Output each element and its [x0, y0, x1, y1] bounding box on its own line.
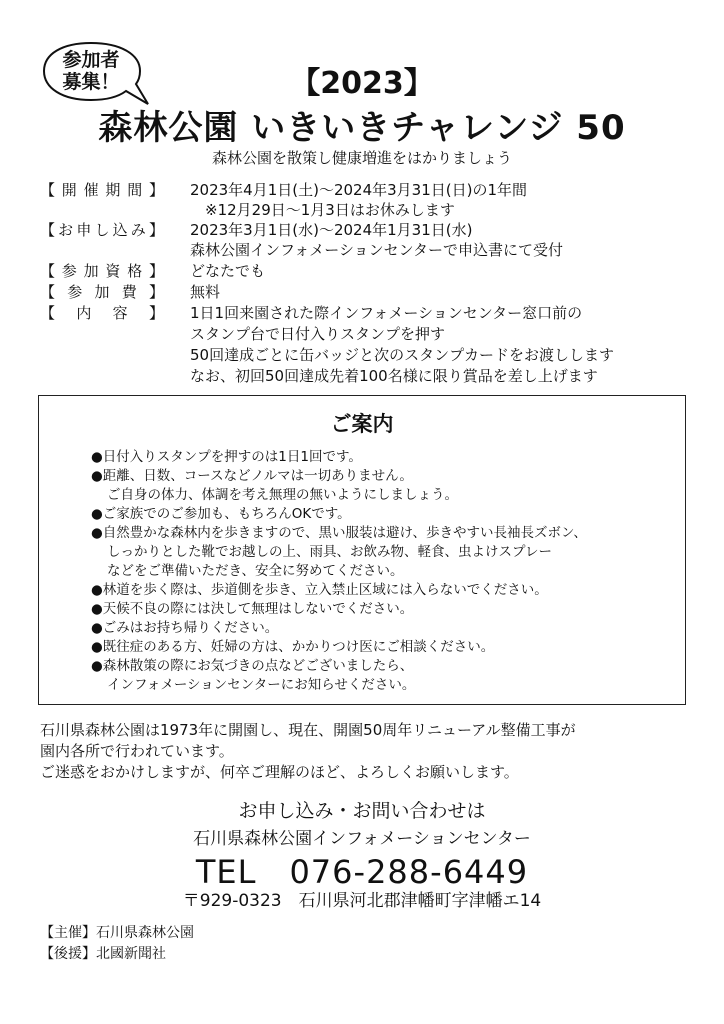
info-value: 1日1回来園された際インフォメーションセンター窓口前の: [190, 304, 583, 322]
badge-line-1: 参加者: [62, 49, 120, 71]
info-value: 無料: [190, 283, 221, 301]
notice-item: ●林道を歩く際は、歩道側を歩き、立入禁止区域には入らないでください。: [91, 582, 548, 598]
renewal-paragraph-line: ご迷惑をおかけしますが、何卒ご理解のほど、よろしくお願いします。: [40, 763, 519, 781]
info-value: なお、初回50回達成先着100名様に限り賞品を差し上げます: [190, 367, 598, 385]
organizer-credit: 【主催】石川県森林公園: [40, 925, 194, 941]
notice-box: [38, 395, 686, 705]
contact-address: 〒929-0323 石川県河北郡津幡町字津幡エ14: [182, 891, 542, 911]
info-label-fee: 【 参 加 費 】: [40, 283, 164, 301]
contact-heading: お申し込み・お問い合わせは: [238, 800, 486, 822]
notice-item: ●日付入りスタンプを押すのは1日1回です。: [91, 449, 362, 465]
notice-item: ●森林散策の際にお気づきの点などございましたら、: [91, 658, 414, 674]
info-value: 森林公園インフォメーションセンターで申込書にて受付: [190, 241, 564, 259]
info-value: ※12月29日～1月3日はお休みします: [190, 201, 455, 219]
renewal-paragraph-line: 石川県森林公園は1973年に開園し、現在、開園50周年リニューアル整備工事が: [40, 721, 576, 739]
subtitle: 森林公園を散策し健康増進をはかりましょう: [211, 149, 512, 167]
info-value: 2023年4月1日(土)～2024年3月31日(日)の1年間: [190, 181, 528, 199]
info-value: スタンプ台で日付入りスタンプを押す: [190, 325, 446, 343]
sponsor-credit: 【後援】北國新聞社: [40, 946, 166, 962]
contact-center-name: 石川県森林公園インフォメーションセンター: [193, 829, 531, 849]
renewal-paragraph-line: 園内各所で行われています。: [40, 742, 234, 760]
notice-item: ●天候不良の際には決して無理はしないでください。: [91, 601, 414, 617]
contact-phone: TEL 076-288-6449: [195, 853, 529, 891]
notice-item: ●既往症のある方、妊婦の方は、かかりつけ医にご相談ください。: [91, 639, 495, 655]
notice-item: ●自然豊かな森林内を歩きますので、黒い服装は避け、歩きやすい長袖長ズボン、: [91, 525, 587, 541]
info-label-period: 【 開 催 期 間 】: [40, 181, 164, 199]
info-value: 50回達成ごとに缶バッジと次のスタンプカードをお渡しします: [190, 346, 614, 364]
info-label-application: 【 お 申 し 込 み 】: [40, 221, 164, 239]
notice-item: ●ごみはお持ち帰りください。: [91, 620, 279, 636]
badge-line-2: 募集！: [62, 71, 120, 93]
info-label-eligibility: 【 参 加 資 格 】: [40, 262, 164, 280]
info-label-content: 【 内 容 】: [40, 304, 164, 322]
page-title: 森林公園 いきいきチャレンジ 50: [98, 108, 626, 148]
notice-item: ご自身の体力、体調を考え無理の無いようにしましょう。: [107, 487, 458, 503]
notice-title: ご案内: [330, 412, 394, 436]
info-value: どなたでも: [190, 262, 266, 280]
notice-item: ●距離、日数、コースなどノルマは一切ありません。: [91, 468, 413, 484]
notice-item: インフォメーションセンターにお知らせください。: [107, 677, 416, 693]
notice-item: しっかりとした靴でお越しの上、雨具、お飲み物、軽食、虫よけスプレー: [107, 544, 552, 560]
title-year: 【2023】: [290, 66, 434, 101]
info-value: 2023年3月1日(水)～2024年1月31日(水): [190, 221, 473, 239]
notice-item: ●ご家族でのご参加も、もちろんOKです。: [91, 506, 351, 522]
notice-item: などをご準備いただき、安全に努めてください。: [107, 563, 404, 579]
